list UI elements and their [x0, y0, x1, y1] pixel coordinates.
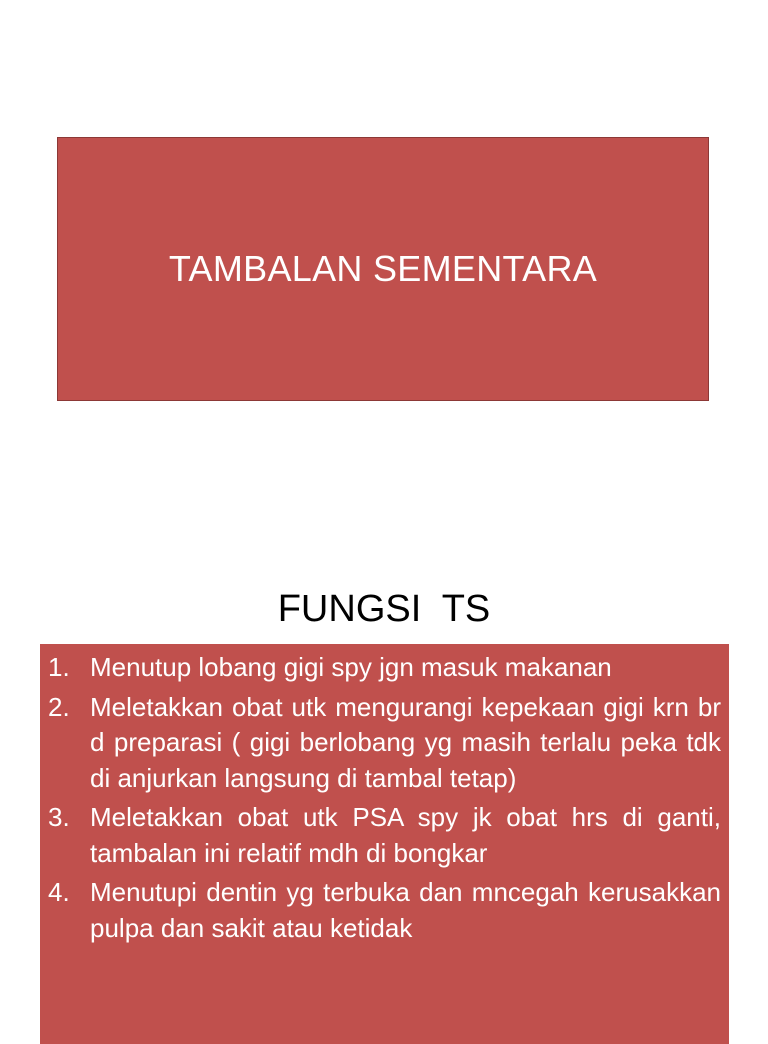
list-item-number: 4.	[48, 877, 70, 907]
list-item	[48, 800, 721, 871]
list-item-number: 3.	[48, 802, 70, 832]
list-item-text: Menutup lobang gigi spy jgn masuk makanan	[90, 652, 612, 682]
function-list	[48, 650, 721, 946]
list-item-number: 2.	[48, 691, 70, 722]
list-item-text: Meletakkan obat utk PSA spy jk obat hrs di ganti, tambalan ini relatif mdh di bongkar	[90, 802, 721, 868]
list-item	[48, 875, 721, 946]
list-item-number: 1.	[48, 652, 70, 682]
list-item	[48, 690, 721, 797]
list-item	[48, 650, 721, 686]
slide-title: TAMBALAN SEMENTARA	[168, 248, 598, 289]
section-heading: FUNGSI TS	[277, 588, 491, 630]
title-banner	[57, 137, 709, 401]
content-panel	[40, 644, 729, 1044]
list-item-text: Meletakkan obat utk mengurangi kepekaan gigi krn br d preparasi ( gigi berlobang yg masih terlalu peka tdk di anjurkan langsung di tambal tetap)	[90, 691, 721, 793]
list-item-text: Menutupi dentin yg terbuka dan mncegah kerusakkan pulpa dan sakit atau ketidak	[90, 877, 721, 943]
